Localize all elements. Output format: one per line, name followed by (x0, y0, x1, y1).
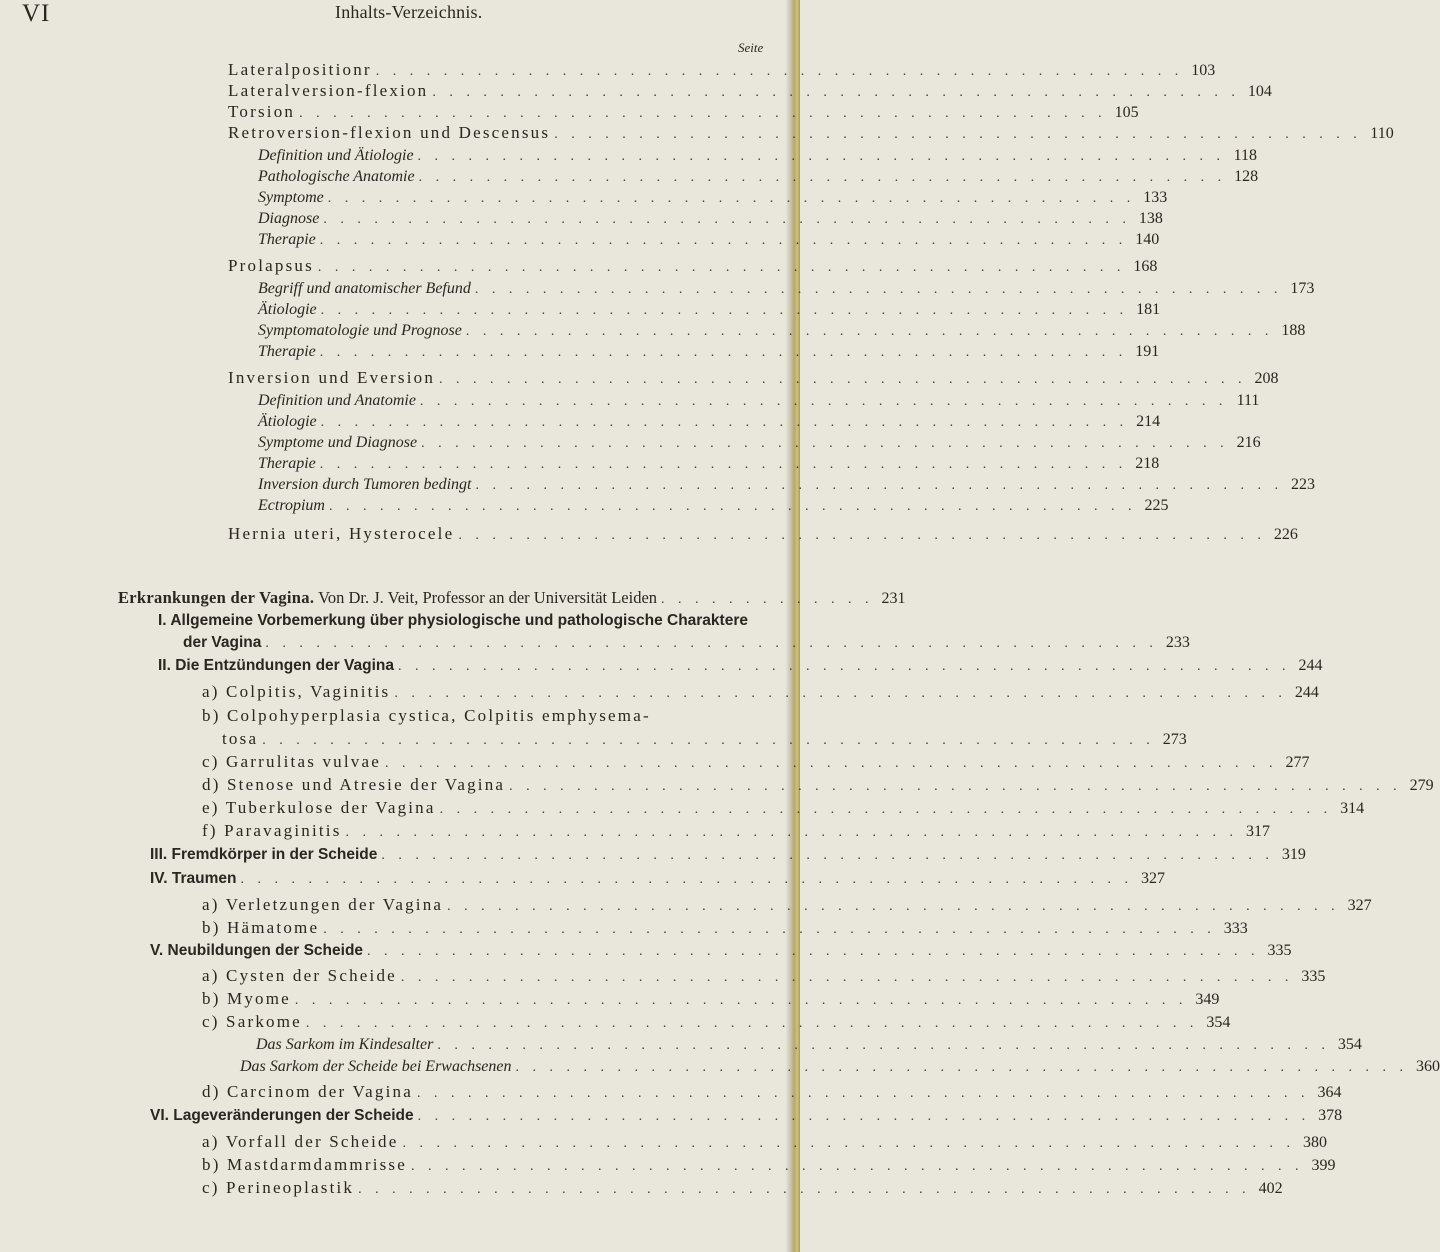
toc-entry (258, 280, 1315, 300)
dot-leader: . . . . . . . . . . . . . . . . . . . . . . . . . . . . . . . . . . . . . . . . . . . . . . . . . . . . . (416, 1086, 1310, 1101)
entry-title: I. Allgemeine Vorbemerkung über physiologische und pathologische Charaktere (158, 612, 748, 629)
dot-leader: . . . . . . . . . . . . . . . . . . . . . . . . . . . . . . . . . . . . . . . . . . . . . . . . (417, 149, 1226, 164)
dot-leader: . . . . . . . . . . . . . . . . . . . . . . . . . . . . . . . . . . . . . . . . . . . . . . . . (475, 478, 1283, 493)
toc-entry (183, 634, 1190, 654)
dot-leader: . . . . . . . . . . . . . (661, 592, 874, 607)
entry-page: 104 (1247, 83, 1272, 100)
toc-entry (258, 210, 1163, 230)
entry-title: Inversion und Eversion (228, 368, 436, 387)
entry-title: Therapie (258, 231, 316, 248)
entry-title: b) Mastdarmdammrisse (202, 1155, 407, 1174)
dot-leader: . . . . . . . . . . . . . . . . . . . . . . . . . . . . . . . . . . . . . . . . . . . . . . . . . . . . . (262, 733, 1155, 748)
dot-leader: . . . . . . . . . . . . . . . . . . . . . . . . . . . . . . . . . . . . . . . . . . . . . . . . (323, 212, 1131, 227)
toc-entry (256, 1036, 1362, 1056)
entry-title: c) Perineoplastik (202, 1178, 355, 1197)
toc-entry (158, 657, 1323, 677)
dot-leader: . . . . . . . . . . . . . . . . . . . . . . . . . . . . . . . . . . . . . . . . . . . . . . . . (419, 394, 1228, 409)
dot-leader: . . . . . . . . . . . . . . . . . . . . . . . . . . . . . . . . . . . . . . . . . . . . . . . . (320, 415, 1129, 430)
toc-entry (202, 798, 1365, 818)
entry-title: a) Vorfall der Scheide (202, 1132, 399, 1151)
dot-leader: . . . . . . . . . . . . . . . . . . . . . . . . . . . . . . . . . . . . . . . . . . . . . . . . . . . . . (381, 848, 1274, 863)
entry-title: a) Cysten der Scheide (202, 966, 397, 985)
toc-entry (202, 752, 1310, 772)
entry-page: 128 (1234, 168, 1259, 185)
dot-leader: . . . . . . . . . . . . . . . . . . . . . . . . . . . . . . . . . . . . . . . . . . . . . . . . (458, 528, 1266, 543)
entry-title: d) Carcinom der Vagina (202, 1082, 413, 1101)
toc-entry (240, 1058, 1440, 1078)
toc-entry (202, 1178, 1283, 1198)
entry-title: der Vagina (183, 634, 262, 651)
entry-title: Symptomatologie und Prognose (258, 322, 462, 339)
entry-page: 216 (1236, 434, 1261, 451)
entry-title (118, 588, 657, 608)
entry-page: 173 (1290, 280, 1315, 297)
dot-leader: . . . . . . . . . . . . . . . . . . . . . . . . . . . . . . . . . . . . . . . . . . . . . . . . . . . . . (345, 825, 1239, 840)
toc-entry (258, 392, 1260, 412)
chapter-author: Von Dr. J. Veit, Professor an der Universität Leiden (318, 588, 658, 607)
entry-page: 364 (1317, 1084, 1342, 1101)
dot-leader: . . . . . . . . . . . . . . . . . . . . . . . . . . . . . . . . . . . . . . . . . . . . . . . . . . . . . (358, 1182, 1251, 1197)
toc-entry (150, 870, 1165, 890)
toc-entry (202, 895, 1372, 915)
entry-title: Definition und Ätiologie (258, 147, 414, 164)
entry-title: Ätiologie (258, 413, 317, 430)
entry-page: 335 (1301, 968, 1326, 985)
entry-title: Therapie (258, 455, 316, 472)
entry-page: 273 (1162, 731, 1187, 748)
toc-entry (258, 497, 1169, 517)
dot-leader: . . . . . . . . . . . . . . . . . . . . . . . . . . . . . . . . . . . . . . . . . . . . . . . . . . . . . (509, 779, 1402, 794)
toc-entry (228, 81, 1272, 101)
toc-entry (202, 706, 762, 726)
entry-page: 277 (1285, 754, 1310, 771)
entry-title: e) Tuberkulose der Vagina (202, 798, 436, 817)
toc-entry (258, 168, 1259, 188)
entry-page: 378 (1318, 1107, 1343, 1124)
entry-title: V. Neubildungen der Scheide (150, 942, 364, 959)
entry-title: III. Fremdkörper in der Scheide (150, 846, 378, 863)
dot-leader: . . . . . . . . . . . . . . . . . . . . . . . . . . . . . . . . . . . . . . . . . . . . . . . . . . . . . (265, 636, 1158, 651)
entry-title: b) Myome (202, 989, 291, 1008)
entry-title: Diagnose (258, 210, 320, 227)
toc-entry (228, 524, 1298, 544)
entry-page: 103 (1191, 62, 1216, 79)
toc-entry (258, 343, 1160, 363)
dot-leader: . . . . . . . . . . . . . . . . . . . . . . . . . . . . . . . . . . . . . . . . . . . . . . . . . . . . . (240, 872, 1133, 887)
chapter-entry (118, 588, 906, 608)
entry-page: 214 (1136, 413, 1161, 430)
entry-page: 138 (1138, 210, 1163, 227)
toc-entry (158, 612, 748, 632)
toc-entry (202, 821, 1271, 841)
seite-label: Seite (738, 40, 764, 55)
toc-entry (202, 1132, 1327, 1152)
entry-title: Lateralversion-flexion (228, 81, 429, 100)
dot-leader: . . . . . . . . . . . . . . . . . . . . . . . . . . . . . . . . . . . . . . . . . . . . . . . . . . . . . (305, 1016, 1199, 1031)
dot-leader: . . . . . . . . . . . . . . . . . . . . . . . . . . . . . . . . . . . . . . . . . . . . . . . . (327, 191, 1136, 206)
entry-page: 402 (1258, 1180, 1283, 1197)
entry-page: 233 (1165, 634, 1190, 651)
dot-leader: . . . . . . . . . . . . . . . . . . . . . . . . . . . . . . . . . . . . . . . . . . . . . . . . (319, 457, 1128, 472)
toc-entry (258, 413, 1161, 433)
entry-page: 133 (1143, 189, 1168, 206)
entry-page: 226 (1273, 526, 1298, 543)
toc-entry (228, 60, 1216, 80)
entry-page: 314 (1340, 800, 1365, 817)
toc-entry (228, 102, 1139, 122)
entry-page: 225 (1144, 497, 1169, 514)
entry-page: 335 (1267, 942, 1292, 959)
entry-title: Hernia uteri, Hysterocele (228, 524, 455, 543)
toc-entry (202, 989, 1220, 1009)
dot-leader: . . . . . . . . . . . . . . . . . . . . . . . . . . . . . . . . . . . . . . . . . . . . . . . . (439, 372, 1247, 387)
entry-title: c) Garrulitas vulvae (202, 752, 381, 771)
page-number: VI (22, 0, 51, 27)
entry-page: 380 (1302, 1134, 1327, 1151)
toc-entry (202, 682, 1319, 702)
toc-entry (258, 147, 1258, 167)
dot-leader: . . . . . . . . . . . . . . . . . . . . . . . . . . . . . . . . . . . . . . . . . . . . . . . . (418, 170, 1227, 185)
entry-title: Begriff und anatomischer Befund (258, 280, 471, 297)
entry-title: Symptome und Diagnose (258, 434, 418, 451)
dot-leader: . . . . . . . . . . . . . . . . . . . . . . . . . . . . . . . . . . . . . . . . . . . . . . . . (328, 499, 1137, 514)
entry-page: 327 (1140, 870, 1165, 887)
dot-leader: . . . . . . . . . . . . . . . . . . . . . . . . . . . . . . . . . . . . . . . . . . . . . . . . . . . . . (323, 922, 1216, 937)
toc-entry (258, 322, 1306, 342)
entry-title: Torsion (228, 102, 296, 121)
entry-page: 111 (1236, 392, 1260, 409)
toc-entry (222, 729, 1187, 749)
toc-entry (150, 1107, 1343, 1127)
chapter-title: Erkrankungen der Vagina. (118, 588, 315, 607)
entry-title: Das Sarkom der Scheide bei Erwachsenen (240, 1058, 512, 1075)
toc-entry (202, 1082, 1342, 1102)
dot-leader: . . . . . . . . . . . . . . . . . . . . . . . . . . . . . . . . . . . . . . . . . . . . . . . . . . . . . (367, 944, 1260, 959)
entry-page: 354 (1337, 1036, 1362, 1053)
toc-entry (258, 189, 1168, 209)
entry-title: b) Colpohyperplasia cystica, Colpitis emphysema- (202, 706, 651, 725)
dot-leader: . . . . . . . . . . . . . . . . . . . . . . . . . . . . . . . . . . . . . . . . . . . . . . . . . . . . . (437, 1038, 1330, 1053)
entry-title: Inversion durch Tumoren bedingt (258, 476, 472, 493)
dot-leader: . . . . . . . . . . . . . . . . . . . . . . . . . . . . . . . . . . . . . . . . . . . . . . . . (421, 436, 1229, 451)
toc-entry (258, 231, 1160, 251)
entry-page: 399 (1311, 1157, 1336, 1174)
entry-page: 244 (1298, 657, 1323, 674)
toc-entry (258, 301, 1161, 321)
dot-leader: . . . . . . . . . . . . . . . . . . . . . . . . . . . . . . . . . . . . . . . . . . . . . . . . . . . . . (439, 802, 1333, 817)
toc-entry (258, 476, 1315, 496)
running-head: Inhalts-Verzeichnis. (335, 2, 483, 22)
entry-page: 360 (1416, 1058, 1440, 1075)
entry-page: 218 (1135, 455, 1160, 472)
entry-page: 319 (1281, 846, 1306, 863)
toc-entry (202, 1155, 1336, 1175)
toc-entry (258, 434, 1261, 454)
entry-title: Retroversion-flexion und Descensus (228, 123, 551, 142)
entry-title: a) Verletzungen der Vagina (202, 895, 444, 914)
dot-leader: . . . . . . . . . . . . . . . . . . . . . . . . . . . . . . . . . . . . . . . . . . . . . . . . . . . . . (515, 1060, 1408, 1075)
entry-page: 317 (1246, 823, 1271, 840)
entry-page: 191 (1135, 343, 1160, 360)
dot-leader: . . . . . . . . . . . . . . . . . . . . . . . . . . . . . . . . . . . . . . . . . . . . . . . . (317, 260, 1126, 275)
dot-leader: . . . . . . . . . . . . . . . . . . . . . . . . . . . . . . . . . . . . . . . . . . . . . . . . . . . . . (447, 899, 1340, 914)
toc-entry (202, 775, 1434, 795)
entry-title: Therapie (258, 343, 316, 360)
entry-title: Symptome (258, 189, 324, 206)
dot-leader: . . . . . . . . . . . . . . . . . . . . . . . . . . . . . . . . . . . . . . . . . . . . . . . . . . . . . (402, 1136, 1295, 1151)
entry-page: 231 (881, 590, 906, 607)
entry-page: 349 (1195, 991, 1220, 1008)
dot-leader: . . . . . . . . . . . . . . . . . . . . . . . . . . . . . . . . . . . . . . . . . . . . . . . . (319, 345, 1128, 360)
dot-leader: . . . . . . . . . . . . . . . . . . . . . . . . . . . . . . . . . . . . . . . . . . . . . . . . . . . . . (417, 1109, 1311, 1124)
toc-entry (228, 256, 1158, 276)
toc-entry (150, 846, 1306, 866)
dot-leader: . . . . . . . . . . . . . . . . . . . . . . . . . . . . . . . . . . . . . . . . . . . . . . . . (474, 282, 1283, 297)
entry-title: IV. Traumen (150, 870, 237, 887)
entry-title: Ectropium (258, 497, 325, 514)
entry-title: Das Sarkom im Kindesalter (256, 1036, 434, 1053)
dot-leader: . . . . . . . . . . . . . . . . . . . . . . . . . . . . . . . . . . . . . . . . . . . . . . . . (375, 64, 1184, 79)
entry-title: b) Hämatome (202, 918, 320, 937)
dot-leader: . . . . . . . . . . . . . . . . . . . . . . . . . . . . . . . . . . . . . . . . . . . . . . . . . . . . . (294, 993, 1188, 1008)
dot-leader: . . . . . . . . . . . . . . . . . . . . . . . . . . . . . . . . . . . . . . . . . . . . . . . . (432, 85, 1240, 100)
toc-entry (258, 455, 1160, 475)
entry-page: 208 (1254, 370, 1279, 387)
entry-title: VI. Lageveränderungen der Scheide (150, 1107, 414, 1124)
entry-page: 327 (1347, 897, 1372, 914)
toc-entry (228, 368, 1279, 388)
entry-title: f) Paravaginitis (202, 821, 342, 840)
entry-title: Lateralpositionr (228, 60, 372, 79)
entry-page: 279 (1409, 777, 1434, 794)
entry-title: d) Stenose und Atresie der Vagina (202, 775, 506, 794)
entry-page: 118 (1233, 147, 1258, 164)
dot-leader: . . . . . . . . . . . . . . . . . . . . . . . . . . . . . . . . . . . . . . . . . . . . . . . . . . . . . (400, 970, 1294, 985)
dot-leader: . . . . . . . . . . . . . . . . . . . . . . . . . . . . . . . . . . . . . . . . . . . . . . . . (299, 106, 1107, 121)
toc-entry (202, 918, 1248, 938)
entry-title: Pathologische Anatomie (258, 168, 415, 185)
dot-leader: . . . . . . . . . . . . . . . . . . . . . . . . . . . . . . . . . . . . . . . . . . . . . . . . (554, 127, 1362, 142)
dot-leader: . . . . . . . . . . . . . . . . . . . . . . . . . . . . . . . . . . . . . . . . . . . . . . . . . . . . . (394, 686, 1287, 701)
entry-title: Ätiologie (258, 301, 317, 318)
entry-page: 333 (1223, 920, 1248, 937)
entry-title: a) Colpitis, Vaginitis (202, 682, 391, 701)
toc-entry (202, 1012, 1231, 1032)
toc-entry (228, 123, 1394, 143)
entry-title: II. Die Entzündungen der Vagina (158, 657, 394, 674)
entry-page: 168 (1133, 258, 1158, 275)
dot-leader: . . . . . . . . . . . . . . . . . . . . . . . . . . . . . . . . . . . . . . . . . . . . . . . . (465, 324, 1274, 339)
dot-leader: . . . . . . . . . . . . . . . . . . . . . . . . . . . . . . . . . . . . . . . . . . . . . . . . (320, 303, 1129, 318)
entry-page: 110 (1370, 125, 1394, 142)
entry-page: 354 (1206, 1014, 1231, 1031)
entry-page: 181 (1136, 301, 1161, 318)
entry-page: 223 (1290, 476, 1315, 493)
entry-title: Definition und Anatomie (258, 392, 416, 409)
entry-title: tosa (222, 729, 259, 748)
entry-page: 140 (1135, 231, 1160, 248)
entry-page: 244 (1294, 684, 1319, 701)
entry-page: 188 (1281, 322, 1306, 339)
dot-leader: . . . . . . . . . . . . . . . . . . . . . . . . . . . . . . . . . . . . . . . . . . . . . . . . . . . . . (385, 756, 1278, 771)
entry-page: 105 (1114, 104, 1139, 121)
entry-title: Prolapsus (228, 256, 314, 275)
dot-leader: . . . . . . . . . . . . . . . . . . . . . . . . . . . . . . . . . . . . . . . . . . . . . . . . . . . . . (397, 659, 1291, 674)
dot-leader: . . . . . . . . . . . . . . . . . . . . . . . . . . . . . . . . . . . . . . . . . . . . . . . . . . . . . (411, 1159, 1304, 1174)
dot-leader: . . . . . . . . . . . . . . . . . . . . . . . . . . . . . . . . . . . . . . . . . . . . . . . . (319, 233, 1128, 248)
toc-entry (202, 966, 1326, 986)
toc-entry (150, 942, 1292, 962)
entry-title: c) Sarkome (202, 1012, 302, 1031)
